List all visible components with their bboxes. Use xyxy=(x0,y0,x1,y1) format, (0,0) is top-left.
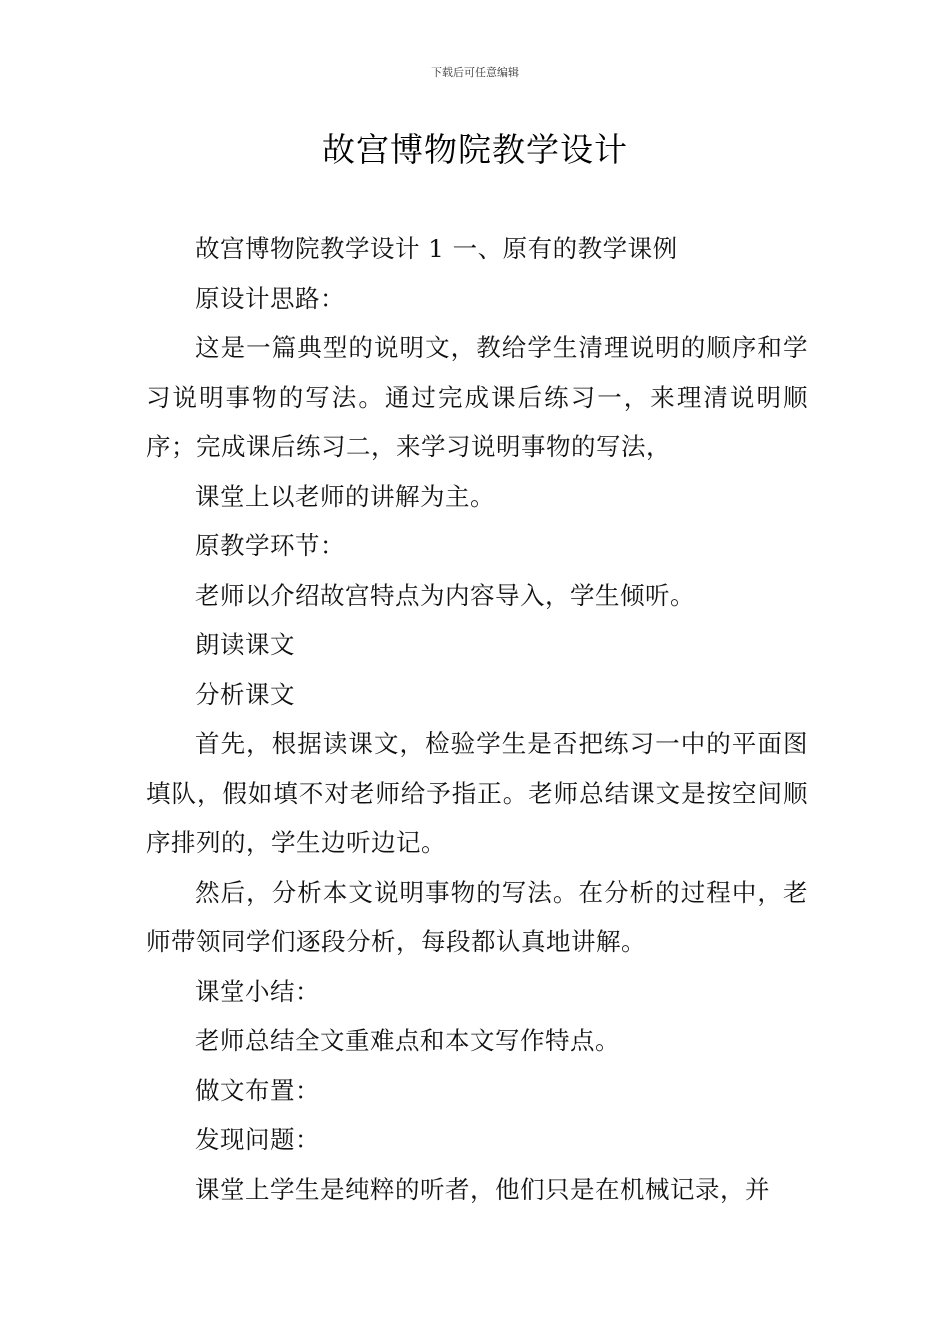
paragraph: 做文布置： xyxy=(195,1075,320,1105)
paragraph: 发现问题： xyxy=(195,1125,320,1154)
document-body xyxy=(146,224,808,1214)
paragraph: 然后，分析本文说明事物的写法。在分析的过程中，老师带领同学们逐段分析，每段都认真地讲解。 xyxy=(146,877,808,956)
paragraph: 老师总结全文重难点和本文写作特点。 xyxy=(195,1026,620,1055)
paragraph: 课堂上学生是纯粹的听者，他们只是在机械记录，并 xyxy=(195,1174,770,1204)
paragraph: 首先，根据读课文，检验学生是否把练习一中的平面图填队，假如填不对老师给予指正。老师总结课文是按空间顺序排列的，学生边听边记。 xyxy=(146,729,808,857)
paragraph: 原教学环节： xyxy=(195,531,345,560)
paragraph: 这是一篇典型的说明文，教给学生清理说明的顺序和学习说明事物的写法。通过完成课后练习一，来理清说明顺序；完成课后练习二，来学习说明事物的写法， xyxy=(146,333,808,461)
paragraph: 课堂小结： xyxy=(195,976,320,1006)
paragraph: 分析课文 xyxy=(195,679,295,709)
paragraph: 原设计思路： xyxy=(195,283,345,313)
paragraph: 故宫博物院教学设计 1 一、原有的教学课例 xyxy=(195,234,678,263)
paragraph: 课堂上以老师的讲解为主。 xyxy=(195,481,495,511)
page-header-note: 下载后可任意编辑 xyxy=(431,66,519,79)
paragraph: 朗读课文 xyxy=(195,630,295,659)
document-title: 故宫博物院教学设计 xyxy=(322,130,628,169)
paragraph: 老师以介绍故宫特点为内容导入，学生倾听。 xyxy=(195,580,695,610)
